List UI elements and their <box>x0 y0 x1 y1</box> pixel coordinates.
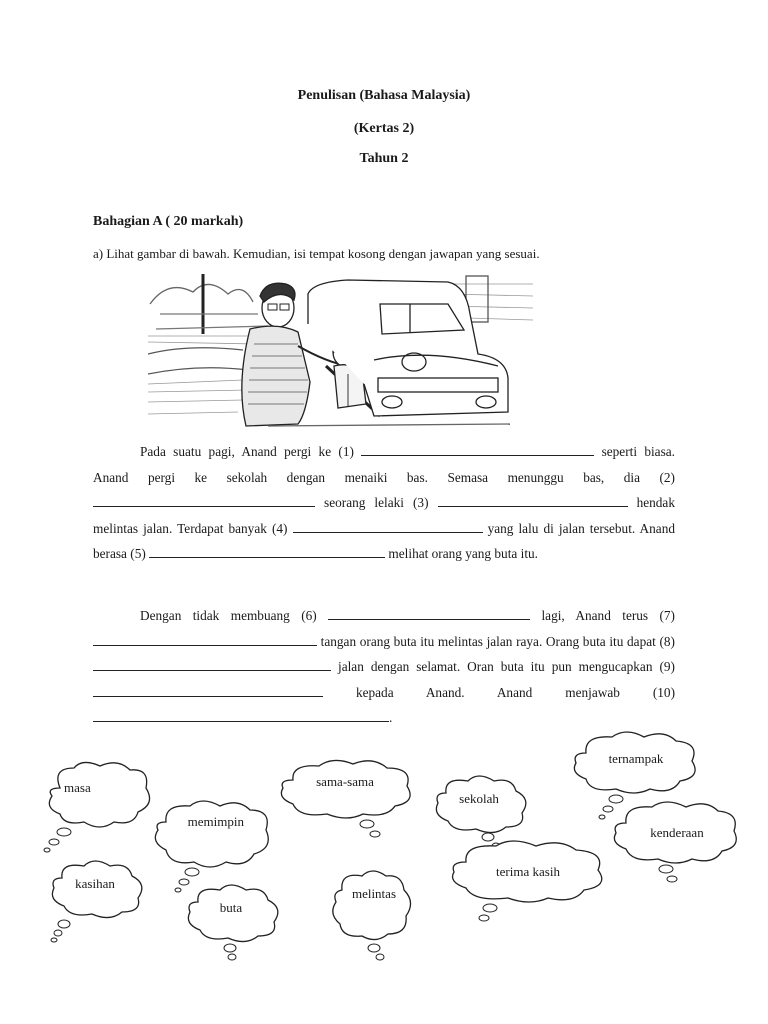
word-terima-kasih: terima kasih <box>496 864 560 879</box>
paper-label: (Kertas 2) <box>353 121 415 136</box>
word-cloud-terima-kasih <box>448 842 608 904</box>
thought-bubble-icon <box>448 842 608 942</box>
answer-blank-8[interactable] <box>93 657 331 671</box>
answer-blank-6[interactable] <box>328 606 530 620</box>
street-crossing-illustration <box>148 274 533 429</box>
thought-bubble-icon <box>610 803 740 903</box>
word-sekolah: sekolah <box>459 791 499 806</box>
word-cloud-kasihan <box>48 860 144 920</box>
instruction-text: a) Lihat gambar di bawah. Kemudian, isi tempat kosong dengan jawapan yang sesuai. <box>93 246 540 261</box>
word-buta: buta <box>219 900 243 915</box>
answer-blank-5[interactable] <box>149 544 385 558</box>
answer-blank-3[interactable] <box>438 493 628 507</box>
word-masa: masa <box>64 780 91 795</box>
word-kasihan: kasihan <box>75 876 115 891</box>
answer-blank-1[interactable] <box>361 442 594 456</box>
word-cloud-memimpin <box>150 800 272 870</box>
thought-bubble-icon <box>42 760 154 870</box>
word-melintas: melintas <box>351 886 396 901</box>
word-memimpin: memimpin <box>187 814 244 829</box>
word-cloud-buta <box>184 884 280 944</box>
story-paragraph-2: Dengan tidak membuang (6) lagi, Anand terus (7) tangan orang buta itu melintas jalan raya. Orang buta itu dapat (8) jalan dengan selamat. Oran buta itu pun mengucapkan (9) kepada Anand. Anand menjawab (10) . <box>93 603 675 731</box>
word-sama-sama: sama-sama <box>316 774 374 789</box>
story-paragraph-1: Pada suatu pagi, Anand pergi ke (1) seperti biasa. Anand pergi ke sekolah dengan menaiki bas. Semasa menunggu bas, dia (2) seorang lelaki (3) hendak melintas jalan. Terdapat banyak (4) yang lalu di jalan tersebut. Anand berasa (5) melihat orang yang buta itu. <box>93 444 675 561</box>
answer-blank-2[interactable] <box>93 493 315 507</box>
word-cloud-sekolah <box>432 775 528 833</box>
word-kenderaan: kenderaan <box>650 825 704 840</box>
answer-blank-9[interactable] <box>93 683 323 697</box>
word-ternampak: ternampak <box>608 751 664 766</box>
section-title: Bahagian A ( 20 markah) <box>93 214 244 229</box>
year-label: Tahun 2 <box>359 151 409 166</box>
word-cloud-kenderaan <box>610 803 740 865</box>
word-cloud-ternampak <box>570 733 698 795</box>
answer-blank-7[interactable] <box>93 632 317 646</box>
worksheet-title: Penulisan (Bahasa Malaysia) <box>297 88 471 103</box>
answer-blank-4[interactable] <box>293 519 483 533</box>
answer-blank-10[interactable] <box>93 708 389 722</box>
word-cloud-melintas <box>330 870 412 944</box>
word-cloud-sama-sama <box>275 760 415 820</box>
word-cloud-masa <box>42 760 154 830</box>
